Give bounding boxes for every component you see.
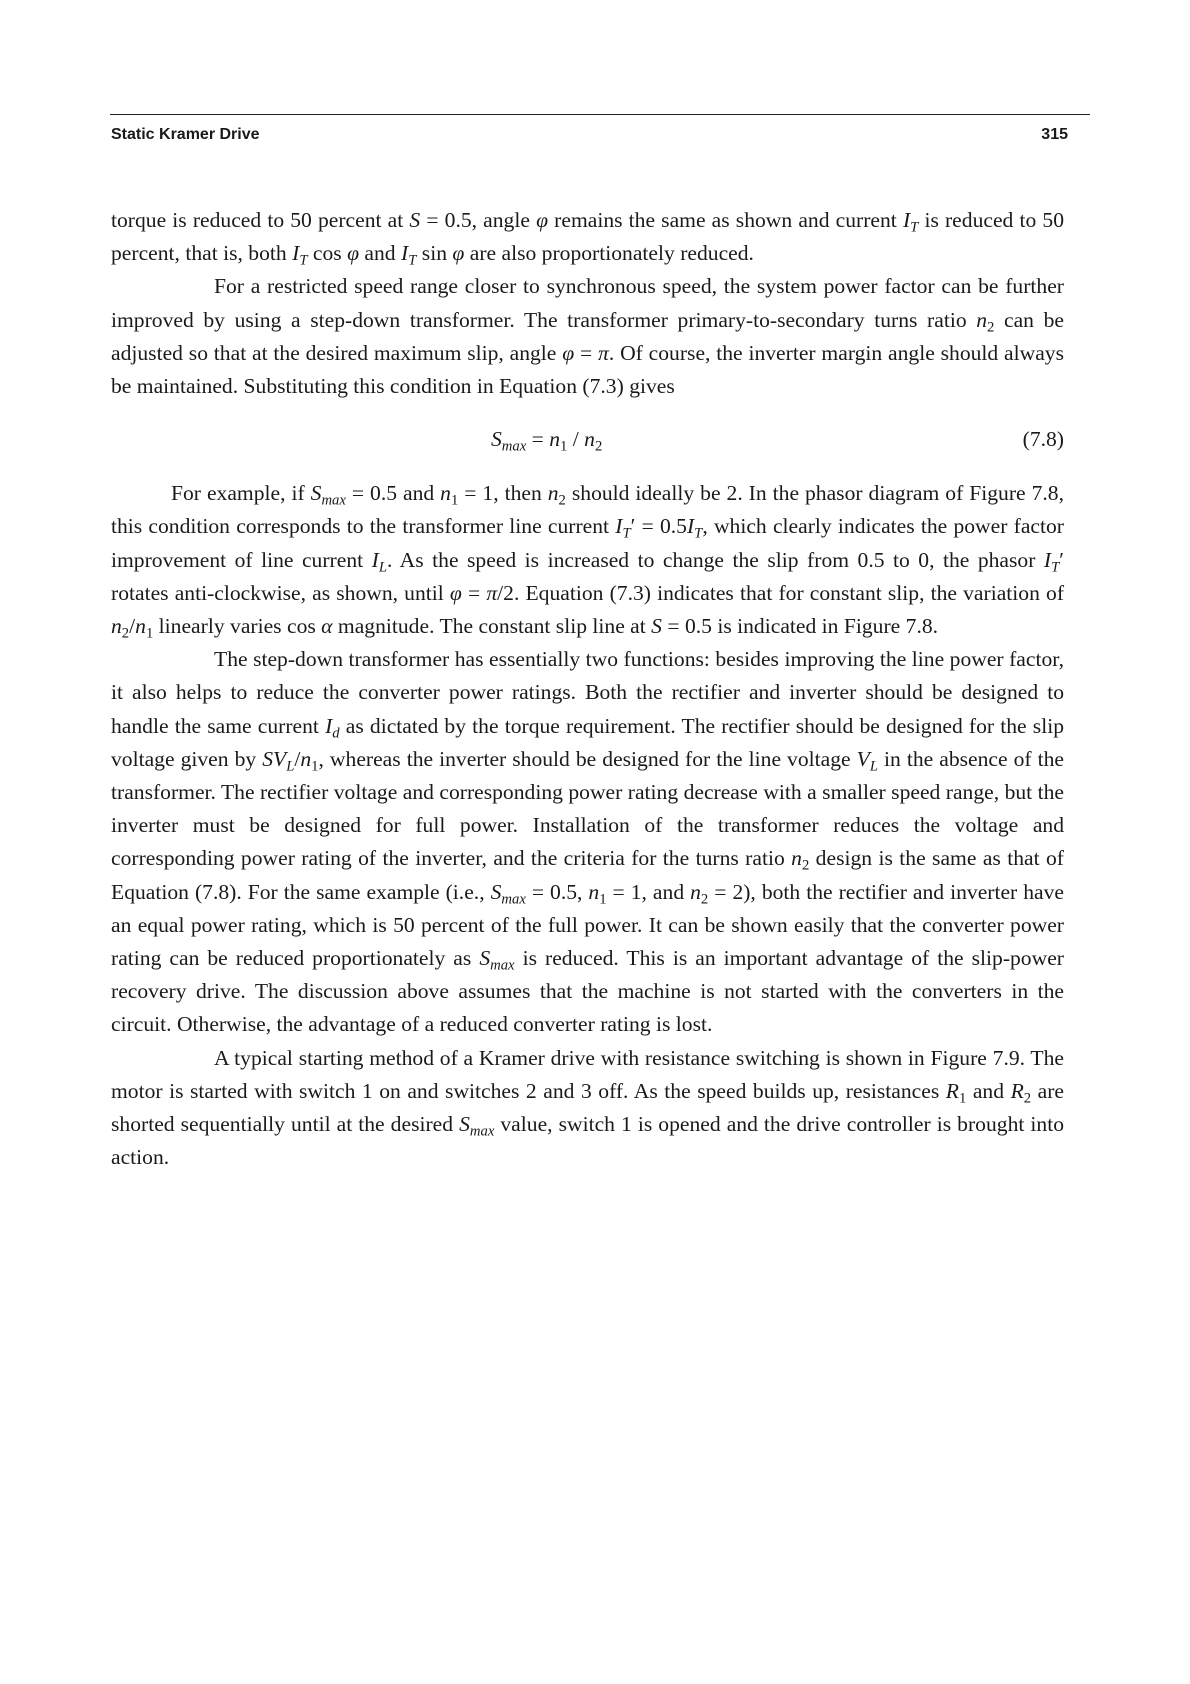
paragraph: The step-down transformer has essentially two functions: besides improving the line power factor, it also helps to reduce the converter power ratings. Both the rectifier and inverter should be designed to handle the same current $I_d$ as dictated by the torque requirement. The rectifier should be designed for the slip voltage given by $SV_L/n_1$, whereas the inverter should be designed for the line voltage $V_L$ in the absence of the transformer. The rectifier voltage and corresponding power rating decrease with a smaller speed range, but the inverter must be designed for full power. Installation of the transformer reduces the voltage and corresponding power rating of the inverter, and the criteria for the turns ratio $n_2$ design is the same as that of Equation (7.8). For the same example (i.e., $S_{max} = 0.5$, $n_1 = 1$, and $n_2 = 2$), both the rectifier and inverter have an equal power rating, which is 50 percent of the full power. It can be shown easily that the converter power rating can be reduced proportionately as $S_{max}$ is reduced. This is an important advantage of the slip-power recovery drive. The discussion above assumes that the machine is not started with the converters in the circuit. Otherwise, the advantage of a reduced converter rating is lost.: [111, 647, 1065, 1037]
display-equation: [111, 417, 1064, 473]
chapter-title: Static Kramer Drive: [111, 126, 260, 143]
equation-number: (7.8): [1022, 427, 1064, 452]
running-head: [111, 126, 1080, 148]
paragraph: For example, if $S_{max} = 0.5$ and $n_1 = 1$, then $n_2$ should ideally be 2. In the phasor diagram of Figure 7.8, this condition corresponds to the transformer line current $I_T' = 0.5I_T$, which clearly indicates the power factor improvement of line current $I_L$. As the speed is increased to change the slip from 0.5 to 0, the phasor $I_T'$ rotates anti-clockwise, as shown, until φ = π/2. Equation (7.3) indicates that for constant slip, the variation of $n_2/n_1$ linearly varies cos α magnitude. The constant slip line at S = 0.5 is indicated in Figure 7.8.: [111, 481, 1065, 642]
header-rule: [110, 114, 1090, 115]
equation-expression: $S_{max} = n_1 / n_2$: [491, 427, 603, 455]
paragraph: For a restricted speed range closer to synchronous speed, the system power factor can be further improved by using a step-down transformer. The transformer primary-to-secondary turns ratio $n_2$ can be adjusted so that at the desired maximum slip, angle φ = π. Of course, the inverter margin angle should always be maintained. Substituting this condition in Equation (7.3) gives: [111, 274, 1064, 399]
page-number: 315: [1041, 126, 1068, 143]
paragraph: torque is reduced to 50 percent at S = 0.5, angle φ remains the same as shown and current $I_T$ is reduced to 50 percent, that is, both $I_T$ cos φ and $I_T$ sin φ are also proportionately reduced.: [111, 208, 1064, 269]
paragraph: A typical starting method of a Kramer drive with resistance switching is shown in Figure 7.9. The motor is started with switch 1 on and switches 2 and 3 off. As the speed builds up, resistances $R_1$ and $R_2$ are shorted sequentially until at the desired $S_{max}$ value, switch 1 is opened and the drive controller is brought into action.: [111, 1045, 1064, 1170]
body-text: [111, 204, 1064, 1174]
